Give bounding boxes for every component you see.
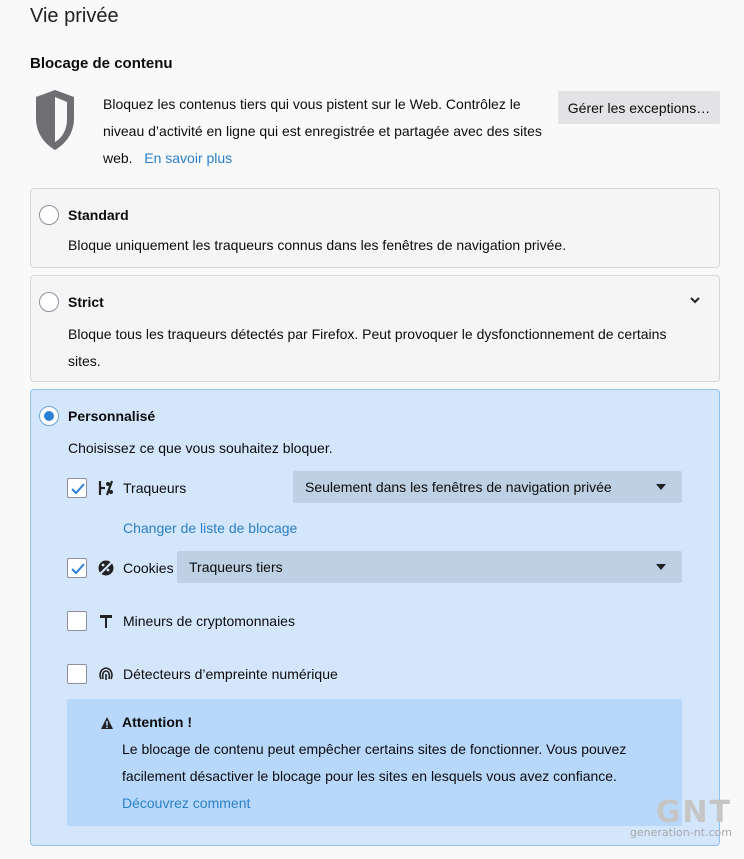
cryptominers-label: Mineurs de cryptomonnaies: [123, 613, 295, 629]
warning-icon: [100, 716, 114, 730]
chevron-down-icon[interactable]: [689, 294, 701, 306]
section-title: Blocage de contenu: [30, 55, 173, 72]
learn-how-link[interactable]: Découvrez comment: [122, 795, 251, 811]
dropdown-caret-icon: [656, 484, 666, 490]
cookies-dropdown-value: Traqueurs tiers: [189, 559, 283, 575]
strict-title: Strict: [68, 294, 104, 310]
option-strict[interactable]: [30, 275, 720, 382]
shield-icon: [34, 88, 76, 152]
trackers-dropdown[interactable]: [293, 471, 682, 503]
strict-radio[interactable]: [39, 292, 59, 312]
watermark-domain: generation-nt.com: [629, 826, 732, 839]
standard-title: Standard: [68, 207, 129, 223]
standard-description: Bloque uniquement les traqueurs connus dans les fenêtres de navigation privée.: [68, 237, 567, 253]
option-standard[interactable]: [30, 188, 720, 268]
change-block-list-link[interactable]: Changer de liste de blocage: [123, 520, 298, 536]
strict-description: Bloque tous les traqueurs détectés par Firefox. Peut provoquer le dysfonctionnement de certains sites.: [68, 326, 667, 369]
trackers-dropdown-value: Seulement dans les fenêtres de navigation privée: [305, 479, 612, 495]
cryptominers-checkbox[interactable]: [67, 611, 87, 631]
dropdown-caret-icon: [656, 564, 666, 570]
warning-description: Le blocage de contenu peut empêcher certains sites de fonctionner. Vous pouvez facilement désactiver le blocage pour les sites en lesquels vous avez confiance.: [122, 741, 627, 784]
intro-description: Bloquez les contenus tiers qui vous pistent sur le Web. Contrôlez le niveau d’activité en ligne qui est enregistrée et partagée avec des sites web.: [103, 96, 542, 166]
cookie-icon: [97, 559, 115, 577]
watermark-logo: GNT: [655, 795, 732, 830]
fingerprinters-label: Détecteurs d’empreinte numérique: [123, 666, 338, 682]
warning-box: [67, 699, 682, 826]
standard-radio[interactable]: [39, 205, 59, 225]
warning-title: Attention !: [122, 714, 192, 730]
trackers-label: Traqueurs: [123, 480, 187, 496]
intro-text: [103, 91, 543, 172]
cookies-dropdown[interactable]: [177, 551, 682, 583]
fingerprint-icon: [97, 665, 115, 683]
cookies-label: Cookies: [123, 560, 174, 576]
tracker-icon: [97, 479, 115, 497]
page-title: Vie privée: [30, 5, 119, 27]
custom-title: Personnalisé: [68, 408, 156, 424]
cryptominer-icon: [97, 612, 115, 630]
watermark: [630, 795, 732, 839]
custom-radio[interactable]: [39, 406, 59, 426]
manage-exceptions-button[interactable]: Gérer les exceptions…: [558, 91, 720, 124]
custom-description: Choisissez ce que vous souhaitez bloquer.: [68, 440, 333, 456]
warning-text: [122, 736, 642, 817]
trackers-checkbox[interactable]: [67, 478, 87, 498]
option-custom[interactable]: [30, 389, 720, 846]
learn-more-link[interactable]: En savoir plus: [144, 150, 233, 166]
cookies-checkbox[interactable]: [67, 558, 87, 578]
fingerprinters-checkbox[interactable]: [67, 664, 87, 684]
